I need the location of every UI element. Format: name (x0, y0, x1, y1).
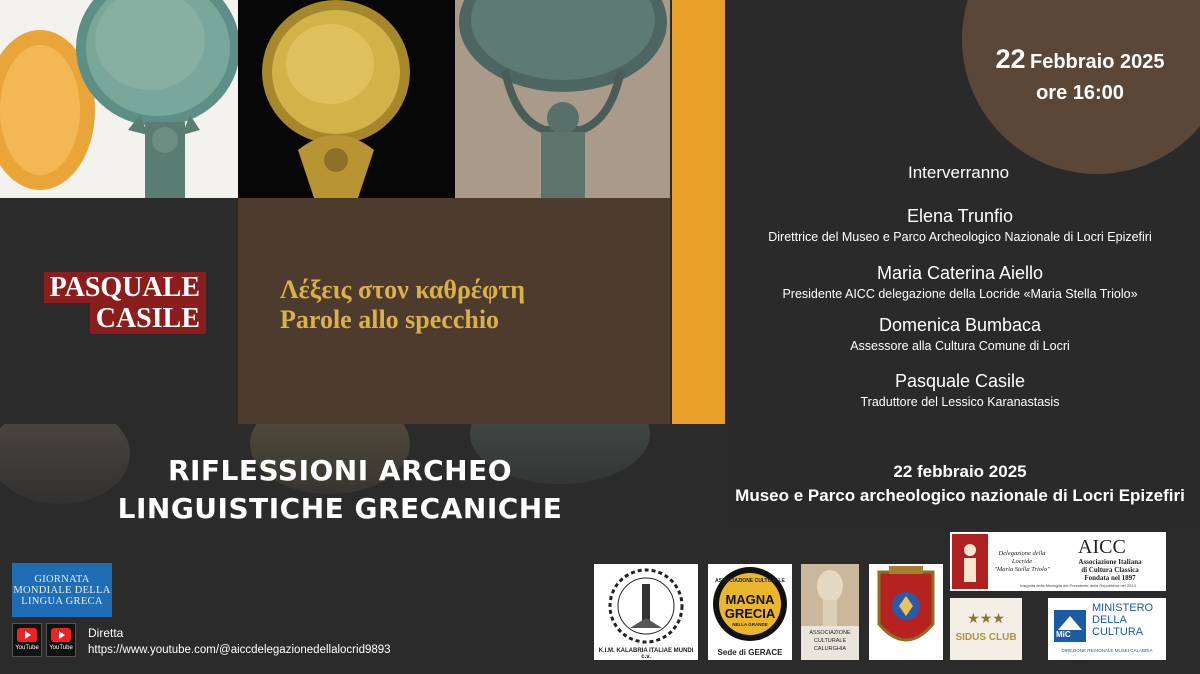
speakers-heading: Interverranno (908, 163, 1010, 182)
caluri-line-2: CULTURALE (813, 638, 847, 644)
live-label: Diretta (88, 626, 124, 640)
speaker-name: Pasquale Casile (894, 371, 1026, 391)
speaker-name: Domenica Bumbaca (878, 315, 1042, 335)
aicc-full-2: di Cultura Classica (1081, 566, 1139, 574)
giornata-logo-line: MONDIALE DELLA (13, 584, 111, 596)
youtube-icon[interactable] (12, 623, 42, 657)
speaker-role: Assessore alla Cultura Comune di Locri (850, 339, 1070, 353)
magna-main-2: GRECIA (724, 606, 776, 621)
event-date-day: 22 (995, 44, 1026, 74)
mic-sub: DIREZIONE REGIONALE MUSEI CALABRIA (1061, 648, 1153, 653)
associazione-caluri-logo (801, 564, 859, 660)
youtube-tile-label: YouTube (49, 645, 73, 651)
event-title (70, 452, 610, 528)
event-title-line-2: LINGUISTICHE GRECANICHE (117, 492, 563, 525)
mic-badge: MiC (1056, 630, 1071, 639)
magna-sub: NELLA GRANDE (732, 622, 768, 627)
giornata-lingua-greca-logo (12, 563, 112, 617)
speaker-item (735, 205, 1185, 245)
sidus-stars: ★★★ (967, 610, 1005, 626)
youtube-icon[interactable] (46, 623, 76, 657)
mic-line-3: CULTURA (1092, 626, 1144, 638)
event-date (980, 44, 1180, 75)
aicc-note: Insignita della Medaglia del Presidente della Repubblica nel 2013 (1020, 583, 1136, 588)
bronze-mirror-photo-3 (455, 0, 670, 198)
play-icon (51, 628, 71, 642)
youtube-channel-link[interactable]: https://www.youtube.com/@aiccdelegazionedellalocrid9893 (88, 644, 391, 656)
caluri-line-1: ASSOCIAZIONE (809, 630, 851, 636)
speaker-name: Elena Trunfio (906, 206, 1014, 226)
aicc-full-1: Associazione Italiana (1078, 558, 1142, 566)
sidus-club-logo (950, 598, 1022, 660)
aicc-delegation-2: "Maria Stella Triolo" (994, 566, 1050, 573)
giornata-logo-line: LINGUA GRECA (21, 595, 103, 607)
event-title-line-1: RIFLESSIONI ARCHEO (167, 454, 513, 487)
kalabria-caption: K.I.M. KALABRIA ITALIAE MUNDI c.v. (598, 648, 694, 660)
speaker-name: Maria Caterina Aiello (876, 263, 1044, 283)
book-title-greek: Λέξεις στον καθρέφτη (280, 275, 525, 304)
venue-date: 22 febbraio 2025 (893, 462, 1027, 481)
comune-coat-of-arms-logo (869, 564, 943, 660)
speaker-item (735, 262, 1185, 302)
aicc-logo (950, 532, 1166, 591)
author-name (26, 272, 206, 334)
speaker-item (735, 314, 1185, 354)
magna-top: ASSOCIAZIONE CULTURALE (715, 578, 785, 584)
aicc-founded: Fondata nel 1897 (1084, 574, 1136, 582)
youtube-tile-label: YouTube (15, 645, 39, 651)
sidus-name: SIDUS CLUB (955, 632, 1017, 643)
speaker-item (735, 370, 1185, 410)
author-last-name: CASILE (90, 303, 206, 334)
bronze-mirror-photo-1 (0, 0, 238, 198)
aicc-brand: AICC (1078, 536, 1126, 558)
accent-orange-bar (672, 0, 725, 424)
magna-main-1: MAGNA (725, 592, 775, 607)
speaker-role: Direttrice del Museo e Parco Archeologico Nazionale di Locri Epizefiri (768, 230, 1152, 244)
author-first-name: PASQUALE (44, 272, 206, 303)
caluri-line-3: CALURGHIA (813, 646, 847, 652)
aicc-delegation-1: Delegazione della Locride (998, 550, 1046, 565)
kalabria-italiae-mundi-logo (594, 564, 698, 660)
giornata-logo-line: GIORNATA (34, 573, 90, 585)
magna-caption: Sede di GERACE (717, 648, 783, 657)
play-icon (17, 628, 37, 642)
magna-grecia-logo (708, 564, 792, 660)
ministero-cultura-logo (1048, 598, 1166, 660)
venue-name: Museo e Parco archeologico nazionale di Locri Epizefiri (735, 486, 1185, 505)
speaker-role: Traduttore del Lessico Karanastasis (860, 395, 1060, 409)
speaker-role: Presidente AICC delegazione della Locride «Maria Stella Triolo» (782, 287, 1138, 301)
book-title-italian: Parole allo specchio (280, 305, 500, 334)
mic-line-1: MINISTERO (1092, 602, 1154, 614)
event-time: ore 16:00 (1036, 82, 1124, 104)
mic-line-2: DELLA (1092, 614, 1127, 626)
bronze-mirror-photo-2 (238, 0, 455, 198)
event-date-month: Febbraio 2025 (1029, 51, 1165, 73)
